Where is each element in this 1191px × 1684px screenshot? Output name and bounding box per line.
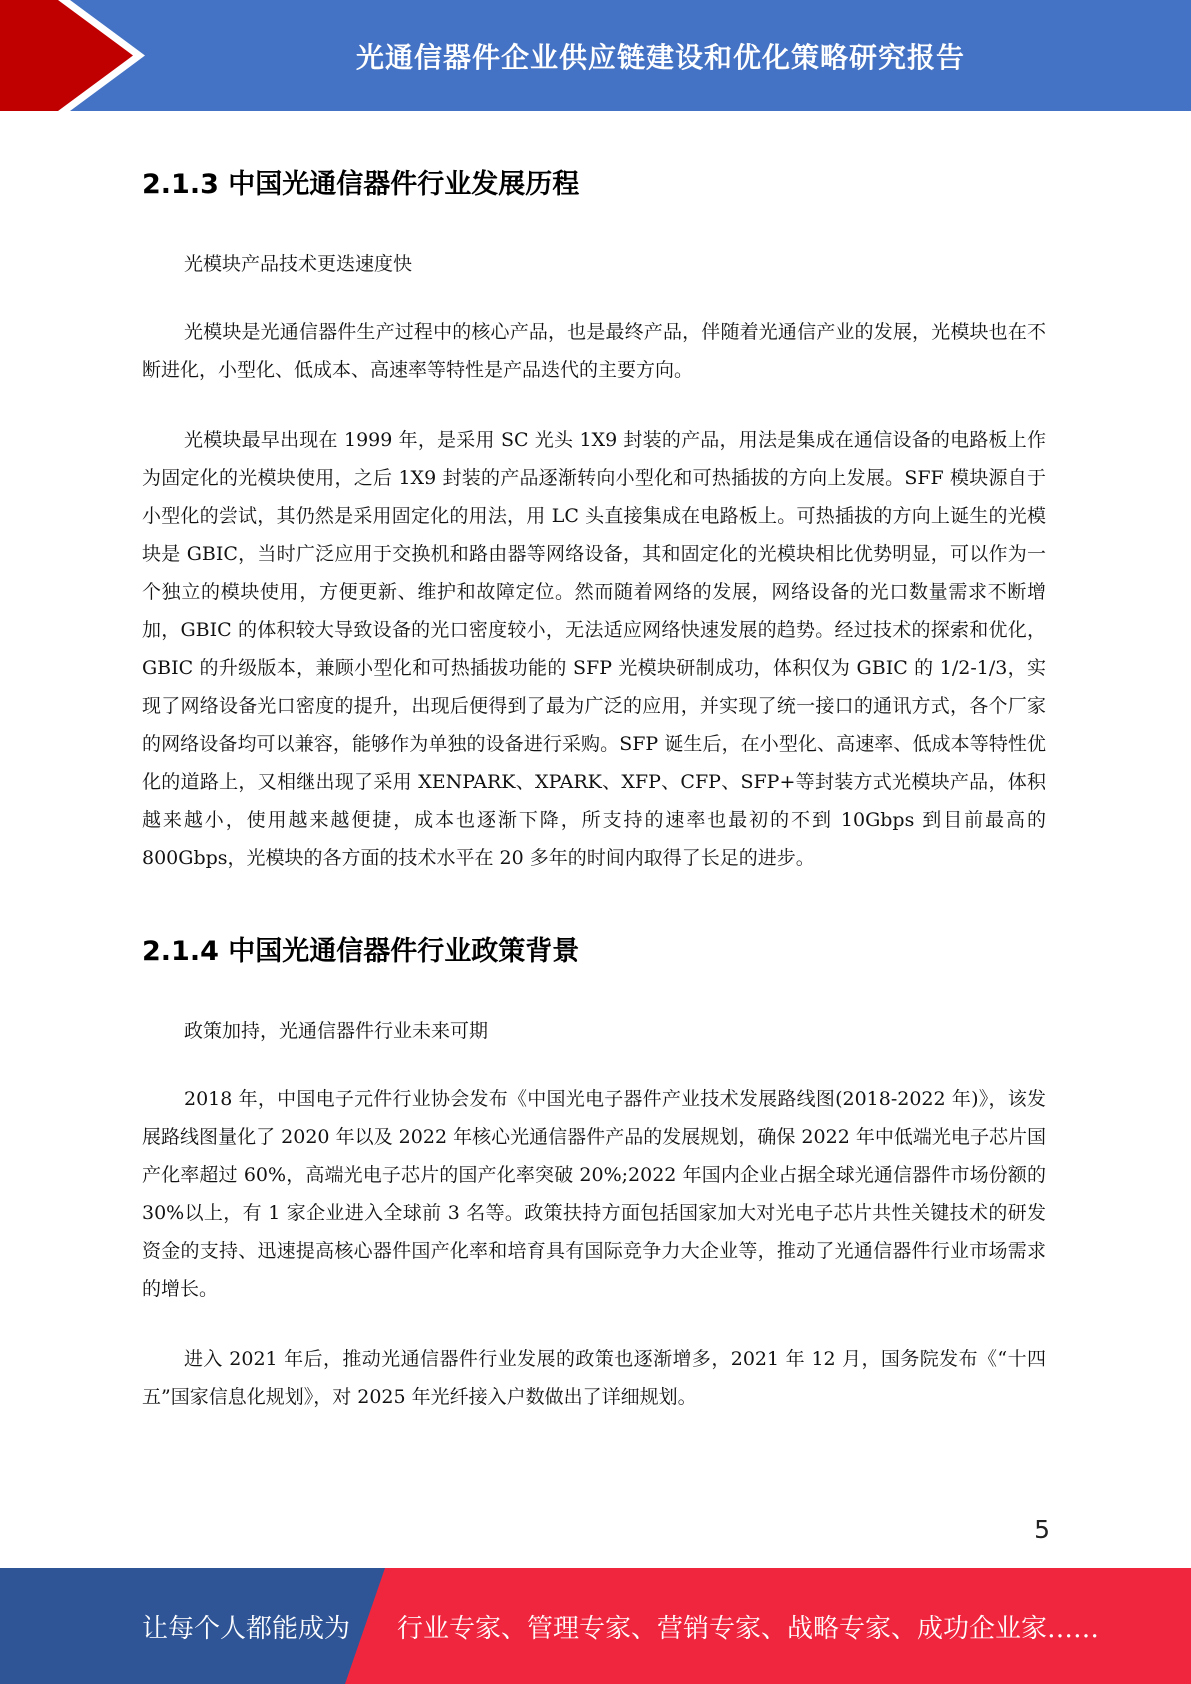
footer-slogan-right: 行业专家、管理专家、营销专家、战略专家、成功企业家…… [397, 1613, 1100, 1644]
header-title: 光通信器件企业供应链建设和优化策略研究报告 [355, 40, 965, 74]
section-subtitle: 光模块产品技术更迭速度快 [184, 253, 413, 275]
section-heading-2-1-3: 2.1.3 中国光通信器件行业发展历程 [142, 169, 580, 200]
section-heading-2-1-4: 2.1.4 中国光通信器件行业政策背景 [142, 936, 580, 967]
page-header [0, 0, 1191, 111]
paragraph: 2018 年，中国电子元件行业协会发布《中国光电子器件产业技术发展路线图(2018-2022 年)》，该发展路线图量化了 2020 年以及 2022 年核心光通信器件产品的发展规划，确保 2022 年中低端光电子芯片国产化率超过 60%，高端光电子芯片的国产化率突破 20%;2022 年国内企业占据全球光通信器件市场份额的 30%以上，有 1 家企业进入全球前 3 名等。政策扶持方面包括国家加大对光电子芯片共性关键技术的研发资金的支持、迅速提高核心器件国产化率和培育具有国际竞争力大企业等，推动了光通信器件行业市场需求的增长。 [142, 1088, 1046, 1300]
page-number: 5 [1034, 1515, 1050, 1544]
document-body [142, 150, 1046, 1448]
paragraph: 光模块是光通信器件生产过程中的核心产品，也是最终产品，伴随着光通信产业的发展，光模块也在不断进化，小型化、低成本、高速率等特性是产品迭代的主要方向。 [142, 321, 1046, 381]
header-arrow-icon [0, 0, 160, 111]
section-subtitle: 政策加持，光通信器件行业未来可期 [184, 1020, 489, 1042]
footer-slogan-left: 让每个人都能成为 [142, 1613, 351, 1644]
paragraph: 光模块最早出现在 1999 年，是采用 SC 光头 1X9 封装的产品，用法是集成在通信设备的电路板上作为固定化的光模块使用，之后 1X9 封装的产品逐渐转向小型化和可热插拔的方向上发展。SFF 模块源自于小型化的尝试，其仍然是采用固定化的用法，用 LC 头直接集成在电路板上。可热插拔的方向上诞生的光模块是 GBIC，当时广泛应用于交换机和路由器等网络设备，其和固定化的光模块相比优势明显，可以作为一个独立的模块使用，方便更新、维护和故障定位。然而随着网络的发展，网络设备的光口数量需求不断增加，GBIC 的体积较大导致设备的光口密度较小，无法适应网络快速发展的趋势。经过技术的探索和优化，GBIC 的升级版本，兼顾小型化和可热插拔功能的 SFP 光模块研制成功，体积仅为 GBIC 的 1/2-1/3，实现了网络设备光口密度的提升，出现后便得到了最为广泛的应用，并实现了统一接口的通讯方式，各个厂家的网络设备均可以兼容，能够作为单独的设备进行采购。SFP 诞生后，在小型化、高速率、低成本等特性优化的道路上，又相继出现了采用 XENPARK、XPARK、XFP、CFP、SFP+等封装方式光模块产品，体积越来越小，使用越来越便捷，成本也逐渐下降，所支持的速率也最初的不到 10Gbps 到目前最高的 800Gbps，光模块的各方面的技术水平在 20 多年的时间内取得了长足的进步。 [142, 429, 1046, 869]
page-footer [0, 1568, 1191, 1684]
paragraph: 进入 2021 年后，推动光通信器件行业发展的政策也逐渐增多，2021 年 12 月，国务院发布《“十四五”国家信息化规划》，对 2025 年光纤接入户数做出了详细规划。 [142, 1348, 1046, 1408]
